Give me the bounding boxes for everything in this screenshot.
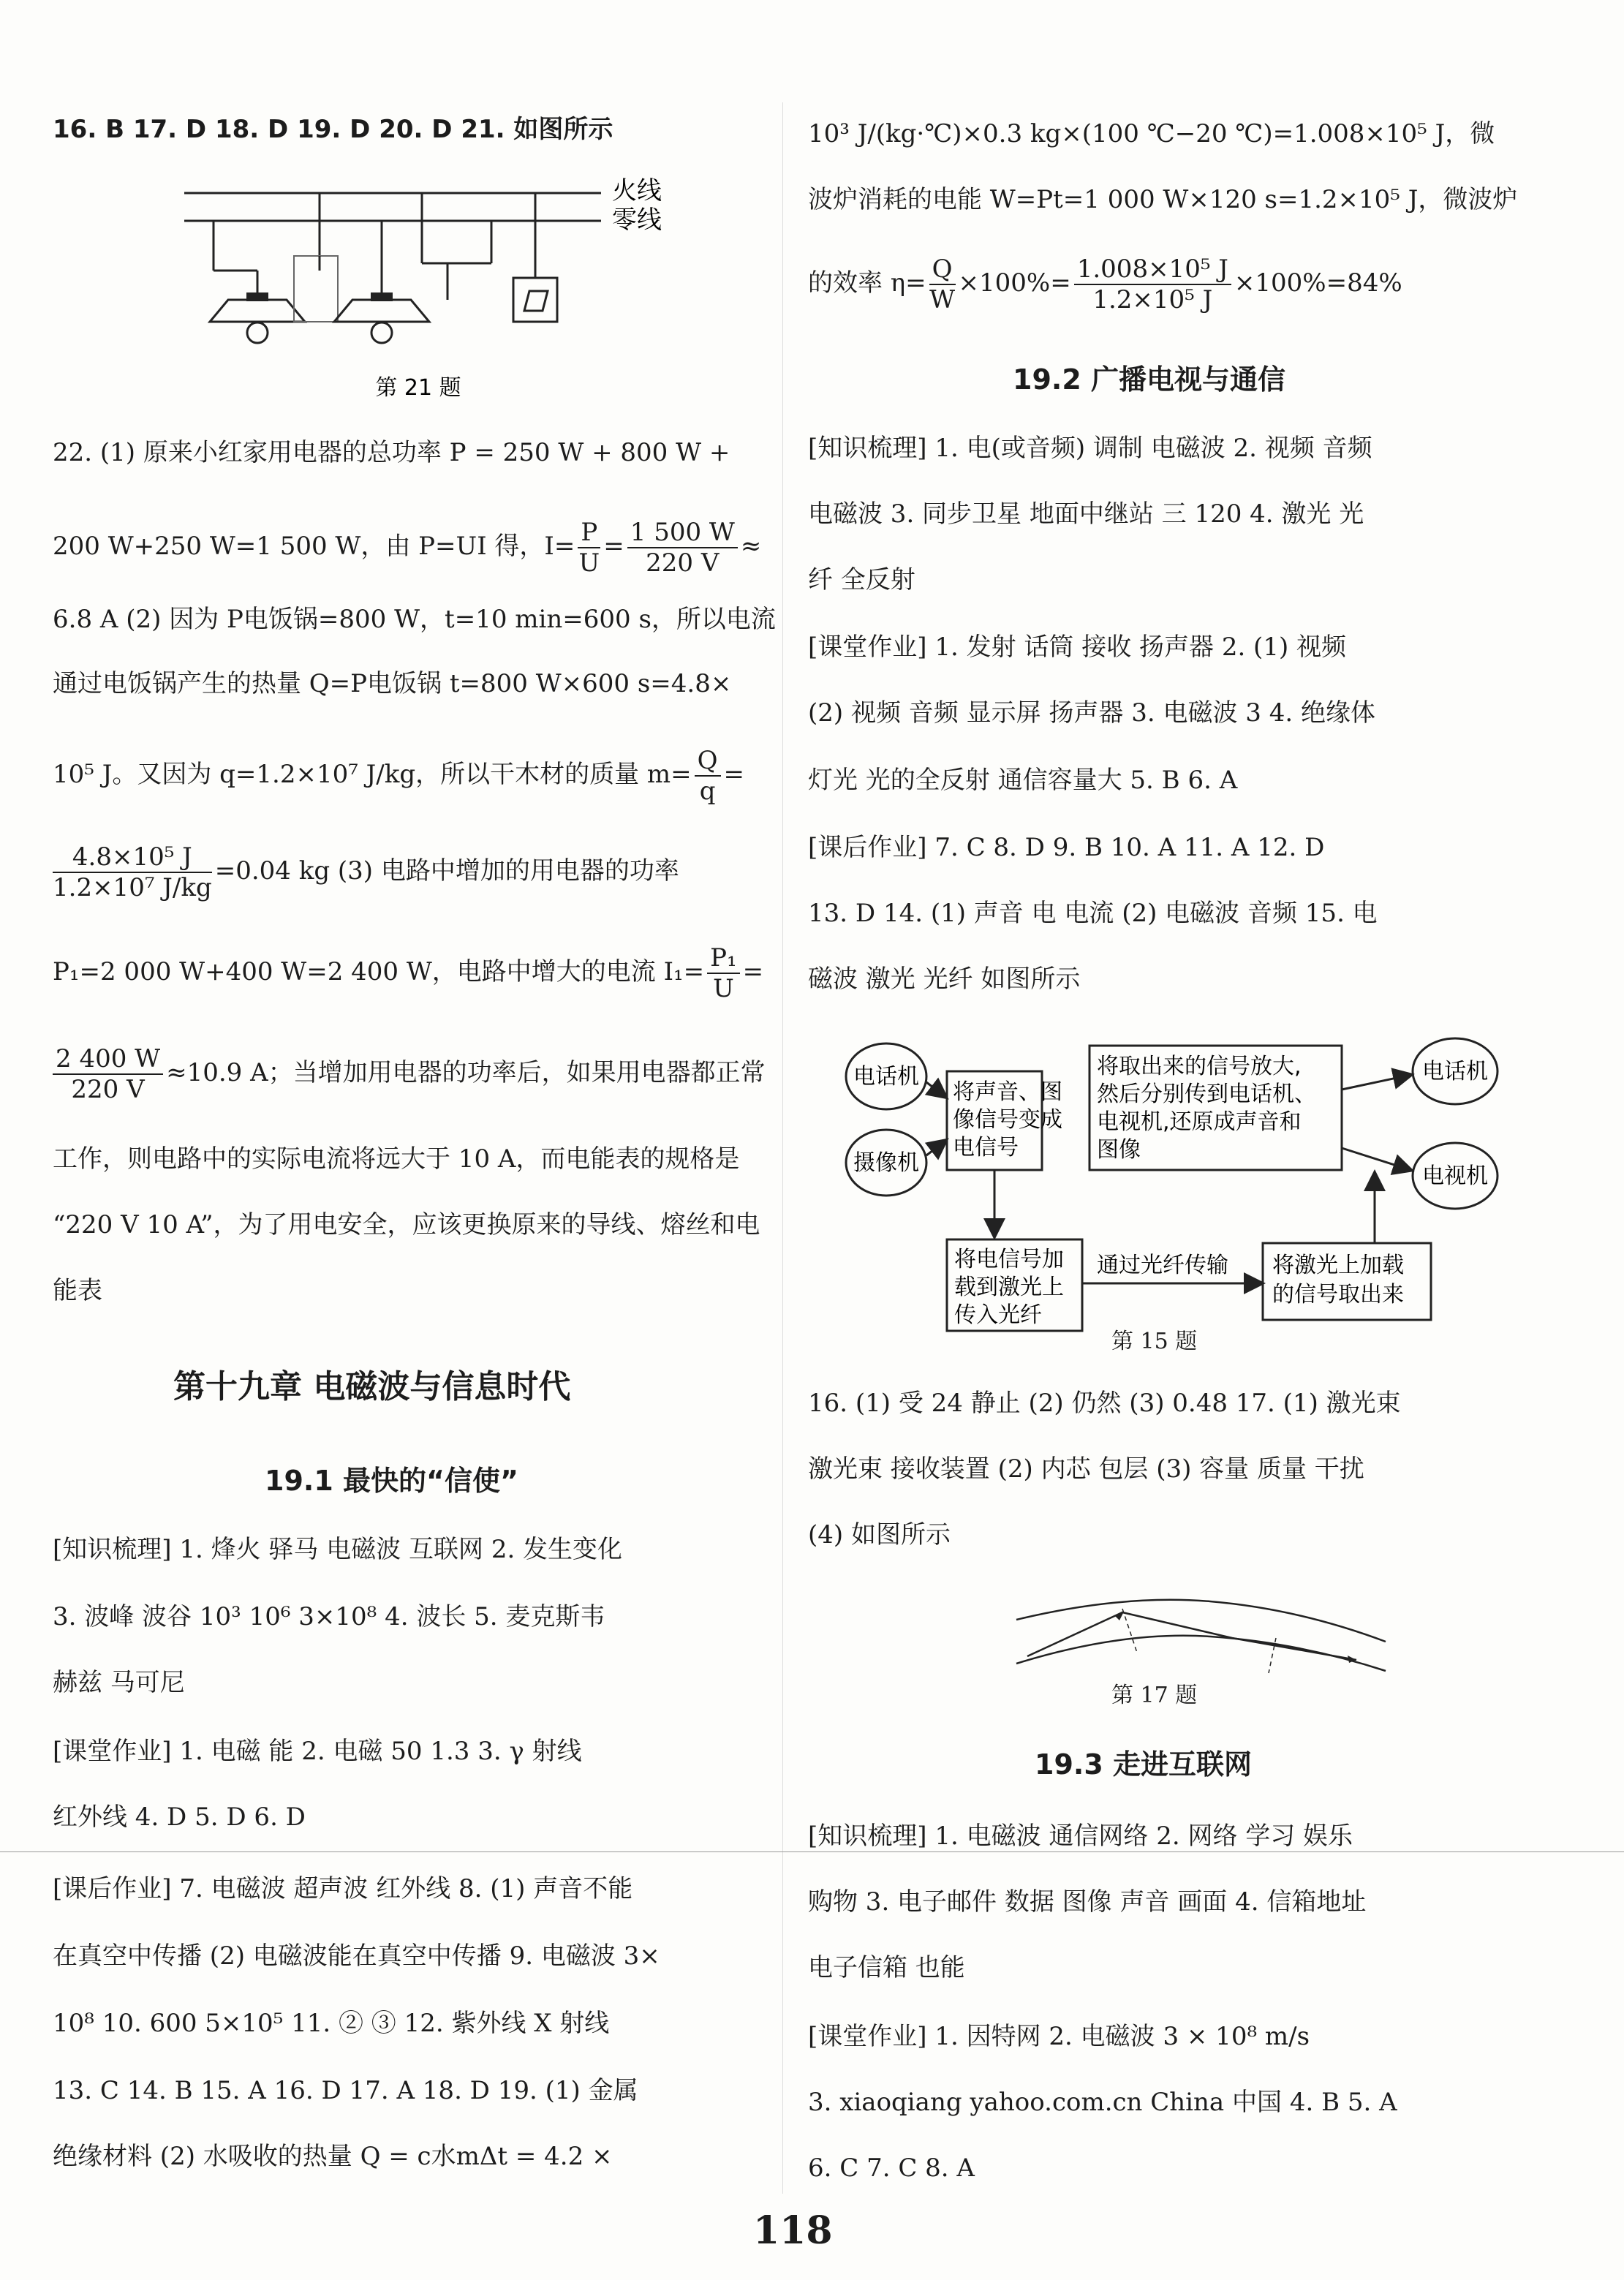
q19-cont-2: 波炉消耗的电能 W=Pt=1 000 W×120 s=1.2×10⁵ J，微波炉 — [808, 185, 1518, 214]
answers-16-21: 16. B 17. D 18. D 19. D 20. D 21. 如图所示 — [53, 115, 613, 144]
q22-line2: 200 W+250 W=1 500 W，由 P=UI 得，I= $\frac{P}{U}$ = $\frac{1 500 W}{220 V}$ ≈ — [53, 518, 762, 578]
s192-after-2: 13. D 14. (1) 声音 电 电流 (2) 电磁波 音频 15. 电 — [808, 899, 1378, 928]
fig15-box1-line2: 像信号变成 — [953, 1107, 1062, 1133]
s192-knowledge-1: [知识梳理] 1. 电(或音频) 调制 电磁波 2. 视频 音频 — [808, 434, 1372, 463]
page-number: 118 — [753, 2208, 833, 2253]
s191-after-5: 绝缘材料 (2) 水吸收的热量 Q = c水mΔt = 4.2 × — [53, 2142, 613, 2171]
q22-line8: $\frac{2 400 W}{220 V}$ ≈10.9 A；当增加用电器的功率后，如果用电器都正常 — [53, 1044, 766, 1104]
q22-line9: 工作，则电路中的实际电流将远大于 10 A，而电能表的规格是 — [53, 1144, 740, 1174]
fig15-middle-label: 通过光纤传输 — [1097, 1253, 1228, 1278]
figure-15-flowchart — [845, 1031, 1503, 1360]
fig15-phone-in: 电话机 — [853, 1064, 919, 1090]
s193-class-2: 3. xiaoqiang yahoo.com.cn China 中国 4. B 5. A — [808, 2088, 1397, 2117]
section-19-2-title: 19.2 广播电视与通信 — [1013, 363, 1285, 396]
fig15-box3-line3: 传入光纤 — [954, 1302, 1042, 1328]
s191-after-1: [课后作业] 7. 电磁波 超声波 红外线 8. (1) 声音不能 — [53, 1874, 633, 1903]
column-divider — [782, 102, 783, 2194]
fig21-neutral-label: 零线 — [612, 205, 662, 235]
s191-after-4: 13. C 14. B 15. A 16. D 17. A 18. D 19. (1) 金属 — [53, 2076, 638, 2105]
s193-class-3: 6. C 7. C 8. A — [808, 2153, 975, 2183]
s191-class-2: 红外线 4. D 5. D 6. D — [53, 1803, 306, 1832]
s192-after-4: 16. (1) 受 24 静止 (2) 仍然 (3) 0.48 17. (1) 激光束 — [808, 1389, 1401, 1418]
s191-after-2: 在真空中传播 (2) 电磁波能在真空中传播 9. 电磁波 3× — [53, 1941, 660, 1971]
fig15-box2-line2: 然后分别传到电话机、 — [1097, 1082, 1316, 1107]
fig15-camera: 摄像机 — [853, 1150, 919, 1176]
figure-17-fiber — [1013, 1587, 1393, 1675]
fig15-caption: 第 15 题 — [1111, 1329, 1198, 1354]
fig15-box3-line1: 将电信号加 — [954, 1247, 1064, 1272]
s192-after-3: 磁波 激光 光纤 如图所示 — [808, 965, 1081, 994]
s191-knowledge-3: 赫兹 马可尼 — [53, 1668, 185, 1697]
q19-cont-1: 10³ J/(kg·℃)×0.3 kg×(100 ℃−20 ℃)=1.008×10⁵ J，微 — [808, 119, 1495, 148]
fig15-box4-line1: 将激光上加载 — [1272, 1253, 1404, 1278]
section-19-3-title: 19.3 走进互联网 — [1035, 1748, 1252, 1781]
s193-class-1: [课堂作业] 1. 因特网 2. 电磁波 3 × 10⁸ m/s — [808, 2022, 1310, 2051]
fig15-box2-line4: 图像 — [1097, 1137, 1141, 1163]
fig15-phone-out: 电话机 — [1422, 1059, 1488, 1084]
s192-knowledge-3: 纤 全反射 — [808, 565, 915, 594]
s191-knowledge-1: [知识梳理] 1. 烽火 驿马 电磁波 互联网 2. 发生变化 — [53, 1535, 623, 1564]
s192-class-2: (2) 视频 音频 显示屏 扬声器 3. 电磁波 3 4. 绝缘体 — [808, 698, 1375, 728]
fig21-live-label: 火线 — [612, 176, 662, 205]
s192-after-5: 激光束 接收装置 (2) 内芯 包层 (3) 容量 质量 干扰 — [808, 1454, 1364, 1484]
s192-class-3: 灯光 光的全反射 通信容量大 5. B 6. A — [808, 766, 1238, 795]
s191-knowledge-2: 3. 波峰 波谷 10³ 10⁶ 3×10⁸ 4. 波长 5. 麦克斯韦 — [53, 1602, 605, 1631]
q22-line3: 6.8 A (2) 因为 P电饭锅=800 W，t=10 min=600 s，所以电流 — [53, 605, 776, 634]
q22-line7: P₁=2 000 W+400 W=2 400 W，电路中增大的电流 I₁= $\frac{\text{P₁}}{U}$ = — [53, 943, 764, 1003]
s191-after-3: 10⁸ 10. 600 5×10⁵ 11. ② ③ 12. 紫外线 X 射线 — [53, 2009, 610, 2038]
q22-line11: 能表 — [53, 1276, 102, 1305]
section-19-1-title: 19.1 最快的“信使” — [265, 1465, 518, 1497]
fig15-box2-line1: 将取出来的信号放大, — [1097, 1054, 1302, 1079]
q22-line1: 22. (1) 原来小红家用电器的总功率 P = 250 W + 800 W + — [53, 438, 730, 467]
figure-21-circuit — [184, 175, 711, 409]
s192-after-6: (4) 如图所示 — [808, 1520, 951, 1549]
q22-line6: $\frac{\text{4.8×10⁵ J}}{\text{1.2×10⁷ J/kg}}$ =0.04 kg (3) 电路中增加的用电器的功率 — [53, 842, 679, 902]
s193-knowledge-1: [知识梳理] 1. 电磁波 通信网络 2. 网络 学习 娱乐 — [808, 1822, 1353, 1851]
fig15-box1-line3: 电信号 — [953, 1135, 1019, 1160]
s192-knowledge-2: 电磁波 3. 同步卫星 地面中继站 三 120 4. 激光 光 — [808, 499, 1364, 529]
fig15-box2-line3: 电视机,还原成声音和 — [1097, 1109, 1302, 1135]
fig15-box1-line1: 将声音、图 — [953, 1079, 1062, 1105]
q22-line10: “220 V 10 A”，为了用电安全，应该更换原来的导线、熔丝和电 — [53, 1210, 760, 1239]
s193-knowledge-2: 购物 3. 电子邮件 数据 图像 声音 画面 4. 信箱地址 — [808, 1887, 1367, 1917]
q19-cont-3: 的效率 η= $\frac{Q}{W}$ ×100%= $\frac{\text{1.008×10⁵ J}}{\text{1.2×10⁵ J}}$ ×100%=84% — [808, 254, 1402, 314]
fig17-caption: 第 17 题 — [1111, 1683, 1198, 1708]
s192-after-1: [课后作业] 7. C 8. D 9. B 10. A 11. A 12. D — [808, 833, 1325, 862]
q22-line4: 通过电饭锅产生的热量 Q=P电饭锅 t=800 W×600 s=4.8× — [53, 669, 732, 698]
fig15-tv: 电视机 — [1422, 1163, 1488, 1189]
s191-class-1: [课堂作业] 1. 电磁 能 2. 电磁 50 1.3 3. γ 射线 — [53, 1737, 582, 1766]
fig15-box3-line2: 载到激光上 — [954, 1275, 1064, 1300]
fig21-caption: 第 21 题 — [375, 375, 461, 401]
s192-class-1: [课堂作业] 1. 发射 话筒 接收 扬声器 2. (1) 视频 — [808, 633, 1347, 662]
s193-knowledge-3: 电子信箱 也能 — [808, 1953, 965, 1982]
chapter-title: 第十九章 电磁波与信息时代 — [173, 1368, 571, 1405]
fig15-box4-line2: 的信号取出来 — [1272, 1282, 1404, 1307]
q22-line5: 10⁵ J。又因为 q=1.2×10⁷ J/kg，所以干木材的质量 m= $\frac{Q}{q}$ = — [53, 746, 745, 806]
